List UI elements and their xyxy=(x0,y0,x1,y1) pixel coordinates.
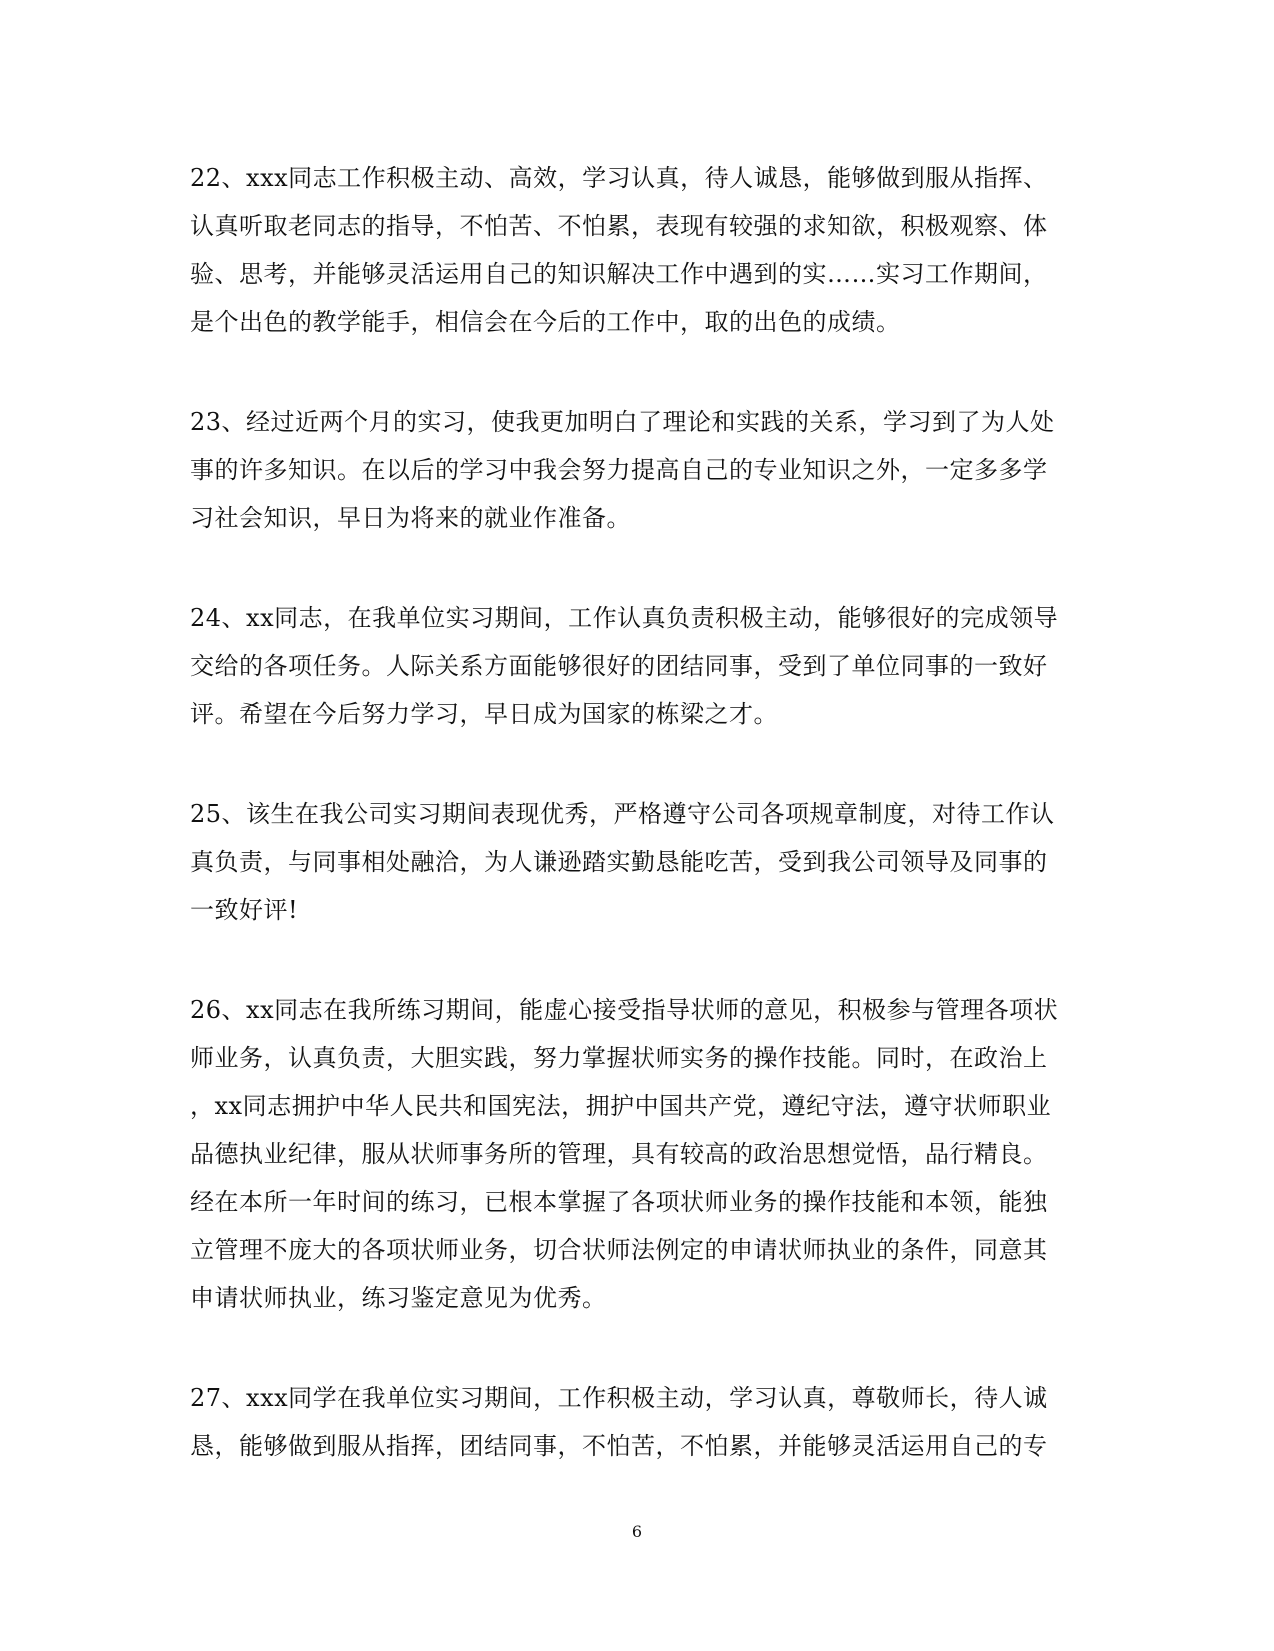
paragraph-line: 经在本所一年时间的练习，已根本掌握了各项状师业务的操作技能和本领，能独 xyxy=(190,1188,1048,1216)
paragraph-line: 27、xxx同学在我单位实习期间，工作积极主动，学习认真，尊敬师长，待人诚 xyxy=(190,1384,1048,1412)
paragraph-line: 立管理不庞大的各项状师业务，切合状师法例定的申请状师执业的条件，同意其 xyxy=(190,1236,1048,1264)
paragraph-line: 事的许多知识。在以后的学习中我会努力提高自己的专业知识之外，一定多多学 xyxy=(190,456,1048,484)
paragraph-line: 是个出色的教学能手，相信会在今后的工作中，取的出色的成绩。 xyxy=(190,308,901,336)
paragraph-line: 22、xxx同志工作积极主动、高效，学习认真，待人诚恳，能够做到服从指挥、 xyxy=(190,164,1048,192)
paragraph-line: 恳，能够做到服从指挥，团结同事，不怕苦，不怕累，并能够灵活运用自己的专 xyxy=(190,1432,1048,1460)
paragraph-line: 习社会知识，早日为将来的就业作准备。 xyxy=(190,504,631,532)
paragraph-line: 交给的各项任务。人际关系方面能够很好的团结同事，受到了单位同事的一致好 xyxy=(190,652,1048,680)
paragraph-line: 品德执业纪律，服从状师事务所的管理，具有较高的政治思想觉悟，品行精良。 xyxy=(190,1140,1048,1168)
paragraph-line: 申请状师执业，练习鉴定意见为优秀。 xyxy=(190,1284,607,1312)
paragraph-23 xyxy=(190,398,1070,542)
paragraph-26 xyxy=(190,986,1070,1322)
page-number: 6 xyxy=(631,1522,643,1541)
paragraph-line: 评。希望在今后努力学习，早日成为国家的栋梁之才。 xyxy=(190,700,778,728)
paragraph-line: 24、xx同志，在我单位实习期间，工作认真负责积极主动，能够很好的完成领导 xyxy=(190,604,1059,632)
paragraph-line: ，xx同志拥护中华人民共和国宪法，拥护中国共产党，遵纪守法，遵守状师职业 xyxy=(190,1092,1052,1120)
document-body xyxy=(190,154,1070,1470)
paragraph-line: 认真听取老同志的指导，不怕苦、不怕累，表现有较强的求知欲，积极观察、体 xyxy=(190,212,1048,240)
paragraph-line: 一致好评! xyxy=(190,896,299,924)
paragraph-line: 23、经过近两个月的实习，使我更加明白了理论和实践的关系，学习到了为人处 xyxy=(190,408,1055,436)
paragraph-24 xyxy=(190,594,1070,738)
paragraph-27 xyxy=(190,1374,1070,1470)
paragraph-line: 25、该生在我公司实习期间表现优秀，严格遵守公司各项规章制度，对待工作认 xyxy=(190,800,1055,828)
paragraph-line: 真负责，与同事相处融洽，为人谦逊踏实勤恳能吃苦，受到我公司领导及同事的 xyxy=(190,848,1048,876)
paragraph-25 xyxy=(190,790,1070,934)
paragraph-22 xyxy=(190,154,1070,346)
paragraph-line: 26、xx同志在我所练习期间，能虚心接受指导状师的意见，积极参与管理各项状 xyxy=(190,996,1059,1024)
paragraph-line: 师业务，认真负责，大胆实践，努力掌握状师实务的操作技能。同时，在政治上 xyxy=(190,1044,1048,1072)
paragraph-line: 验、思考，并能够灵活运用自己的知识解决工作中遇到的实……实习工作期间， xyxy=(190,260,1048,288)
